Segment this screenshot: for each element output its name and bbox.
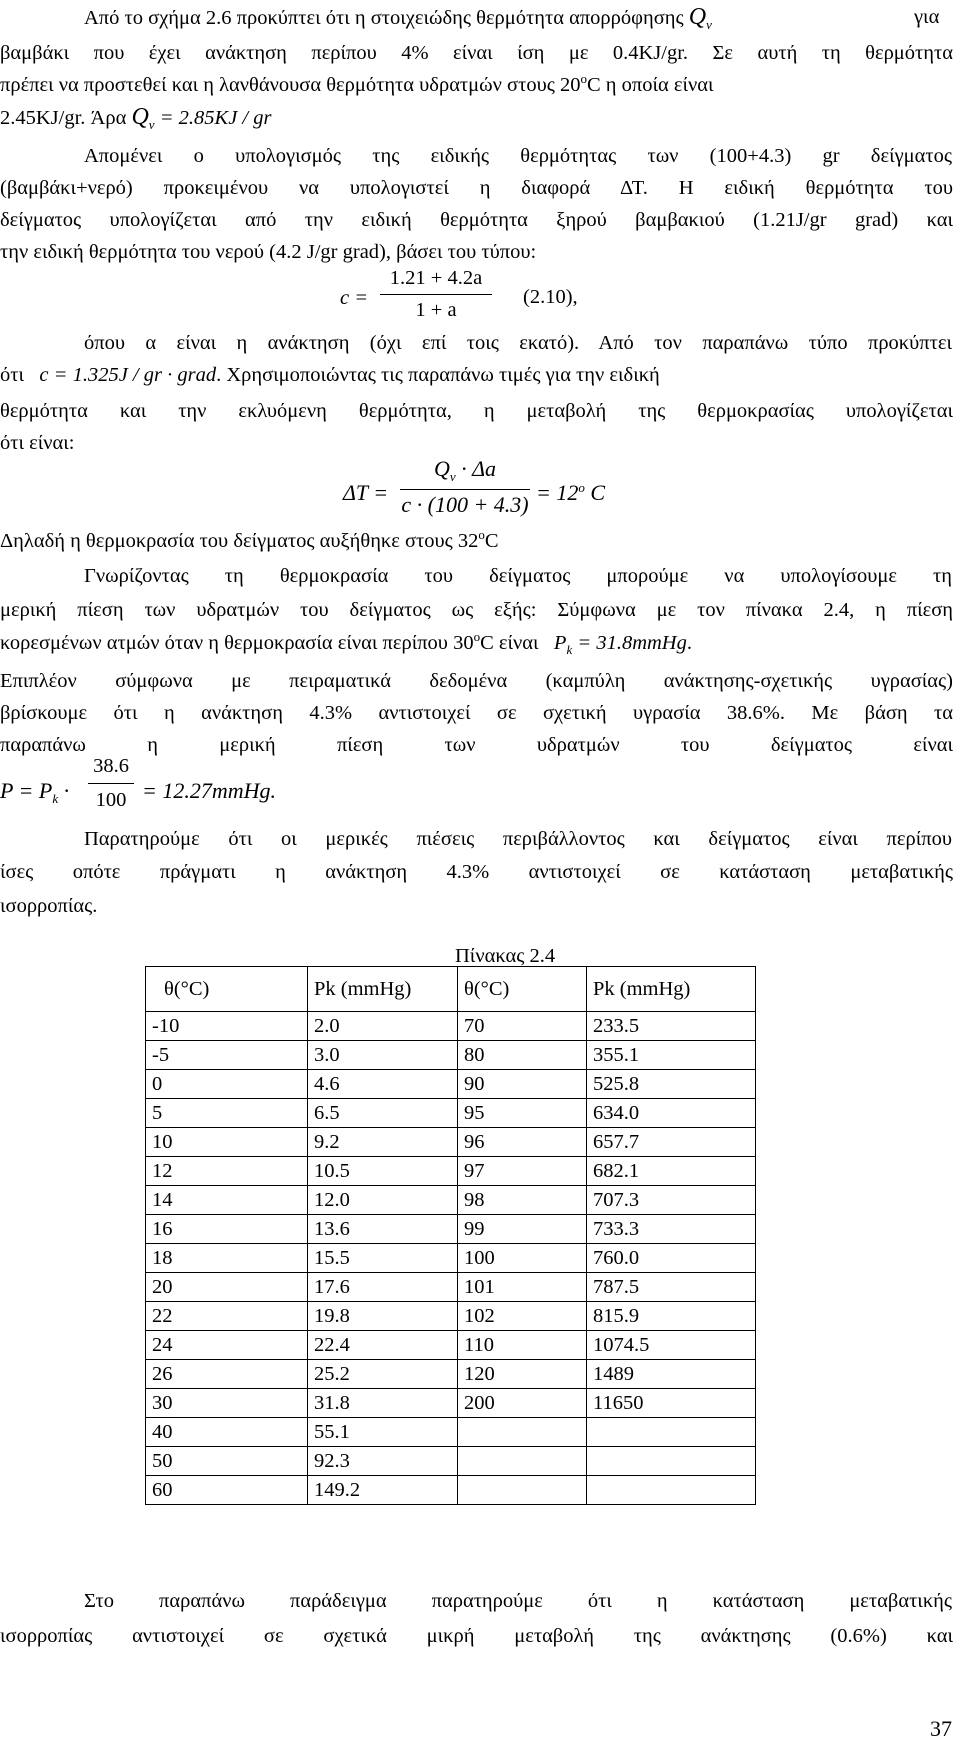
text-line: ότι c = 1.325J / gr · grad. Χρησιμοποιώντας τις παραπάνω τιμές για την ειδική (0, 364, 660, 386)
table-cell: 98 (458, 1186, 587, 1215)
table-row (146, 1244, 756, 1273)
table-row (146, 1215, 756, 1244)
table-cell: 12 (146, 1157, 308, 1186)
header-cell: Pk (mmHg) (308, 967, 458, 1012)
equation-denominator: c · (100 + 4.3) (401, 492, 529, 517)
table-row (146, 1476, 756, 1505)
equation-numerator: 1.21 + 4.2a (389, 267, 483, 289)
table-cell: 707.3 (587, 1186, 756, 1215)
table-row (146, 1099, 756, 1128)
table-row (146, 1389, 756, 1418)
table-cell: 96 (458, 1128, 587, 1157)
table-cell: 634.0 (587, 1099, 756, 1128)
text-line: Απομένει ο υπολογισμός της ειδικής θερμότητας των (100+4.3) gr δείγματος (84, 145, 952, 167)
table-cell: 70 (458, 1012, 587, 1041)
text-line: Παρατηρούμε ότι οι μερικές πιέσεις περιβάλλοντος και δείγματος είναι περίπου (84, 828, 952, 850)
equation-rhs: = 12.27mmHg. (142, 778, 277, 803)
table-cell: 19.8 (308, 1302, 458, 1331)
text-line: παραπάνω η μερική πίεση των υδρατμών του δείγματος είναι (0, 734, 953, 756)
table-cell: 682.1 (587, 1157, 756, 1186)
table-cell: 120 (458, 1360, 587, 1389)
table-cell: 733.3 (587, 1215, 756, 1244)
table-cell (458, 1447, 587, 1476)
table-row (146, 1447, 756, 1476)
text-line: 2.45KJ/gr. Άρα $Q_v = 2.85KJ$ / gr (0, 104, 272, 132)
equation-numerator: 38.6 (93, 755, 129, 777)
table-cell (458, 1418, 587, 1447)
text-line: μερική πίεση των υδρατμών του δείγματος ως εξής: Σύμφωνα με τον πίνακα 2.4, η πίεση (0, 599, 953, 621)
text-line: Επιπλέον σύμφωνα με πειραματικά δεδομένα (καμπύλη ανάκτησης-σχετικής υγρασίας) (0, 670, 953, 692)
table-cell: 99 (458, 1215, 587, 1244)
table-row (146, 1360, 756, 1389)
text-line: ισορροπίας. (0, 895, 98, 917)
table-cell: 95 (458, 1099, 587, 1128)
text-line: (βαμβάκι+νερό) προκειμένου να υπολογιστεί η διαφορά ΔΤ. Η ειδική θερμότητα του (0, 177, 953, 199)
equation-lhs: c = (340, 287, 369, 309)
equation-lhs: $P = P_k$ · (0, 778, 70, 806)
table-cell: 60 (146, 1476, 308, 1505)
table-cell (458, 1476, 587, 1505)
table-row (146, 1418, 756, 1447)
table-cell: 101 (458, 1273, 587, 1302)
table-cell: 14 (146, 1186, 308, 1215)
text-line: Από το σχήμα 2.6 προκύπτει ότι η στοιχειώδης θερμότητα απορρόφησης $Q_v$ (84, 4, 712, 32)
table-cell: 15.5 (308, 1244, 458, 1273)
pressure-table (145, 966, 756, 1505)
table-cell: 31.8 (308, 1389, 458, 1418)
equation-lhs: ΔT = (343, 480, 389, 505)
table-cell: 815.9 (587, 1302, 756, 1331)
table-header-row (146, 967, 756, 1012)
table-cell: 11650 (587, 1389, 756, 1418)
text-line: θερμότητα και την εκλυόμενη θερμότητα, η μεταβολή της θερμοκρασίας υπολογίζεται (0, 400, 953, 422)
text-line: ότι είναι: (0, 432, 75, 454)
table-cell: 22 (146, 1302, 308, 1331)
table-cell: 6.5 (308, 1099, 458, 1128)
text-line: κορεσμένων ατμών όταν η θερμοκρασία είναι περίπου 30$^o$C είναι $P_k$ = 31.8mmHg. (0, 629, 692, 657)
equation-denominator: 100 (95, 789, 127, 811)
table-cell: 200 (458, 1389, 587, 1418)
table-cell: 24 (146, 1331, 308, 1360)
table-cell: 16 (146, 1215, 308, 1244)
table-cell (587, 1418, 756, 1447)
equation-rhs: = $12^o$ C (536, 480, 606, 505)
table-cell: 233.5 (587, 1012, 756, 1041)
table-caption: Πίνακας 2.4 (455, 945, 556, 967)
table-cell: 355.1 (587, 1041, 756, 1070)
equation-denominator: 1 + a (415, 299, 457, 321)
table-cell: 525.8 (587, 1070, 756, 1099)
fraction-bar (88, 783, 134, 784)
table-cell: 10 (146, 1128, 308, 1157)
table-cell: 17.6 (308, 1273, 458, 1302)
table-cell: 100 (458, 1244, 587, 1273)
table-cell: 3.0 (308, 1041, 458, 1070)
text-line: βαμβάκι που έχει ανάκτηση περίπου 4% είναι ίση με 0.4KJ/gr. Σε αυτή τη θερμότητα (0, 42, 953, 64)
table-cell: 30 (146, 1389, 308, 1418)
table-row (146, 1012, 756, 1041)
table-row (146, 1302, 756, 1331)
table-cell: 149.2 (308, 1476, 458, 1505)
text-line: πρέπει να προστεθεί και η λανθάνουσα θερμότητα υδρατμών στους 20$^o$C η οποία είναι (0, 71, 714, 96)
table-row (146, 1041, 756, 1070)
fraction-bar (380, 294, 492, 295)
table-row (146, 1157, 756, 1186)
table-row (146, 1273, 756, 1302)
table-cell: 55.1 (308, 1418, 458, 1447)
equation-numerator: $Q_v \cdot \Delta a$ (433, 456, 497, 484)
fraction-bar (400, 489, 530, 490)
text-line: βρίσκουμε ότι η ανάκτηση 4.3% αντιστοιχεί σε σχετική υγρασία 38.6%. Με βάση τα (0, 702, 953, 724)
table-cell: 25.2 (308, 1360, 458, 1389)
table-row (146, 1331, 756, 1360)
table-cell: 50 (146, 1447, 308, 1476)
table-cell (587, 1476, 756, 1505)
header-cell: θ(°C) (458, 967, 587, 1012)
text-line: Στο παραπάνω παράδειγμα παρατηρούμε ότι η κατάσταση μεταβατικής (84, 1590, 952, 1612)
text-line: δείγματος υπολογίζεται από την ειδική θερμότητα ξηρού βαμβακιού (1.21J/gr grad) και (0, 209, 953, 231)
table-cell: 40 (146, 1418, 308, 1447)
page-number: 37 (930, 1716, 952, 1741)
table-cell: 0 (146, 1070, 308, 1099)
header-cell: Pk (mmHg) (587, 967, 756, 1012)
table-cell: 13.6 (308, 1215, 458, 1244)
table-cell: 2.0 (308, 1012, 458, 1041)
table-cell: 97 (458, 1157, 587, 1186)
equation-number: (2.10), (523, 286, 578, 308)
table-cell: -10 (146, 1012, 308, 1041)
text-line: όπου α είναι η ανάκτηση (όχι επί τοις εκατό). Από τον παραπάνω τύπο προκύπτει (84, 332, 952, 354)
table-cell: 657.7 (587, 1128, 756, 1157)
table-cell: 18 (146, 1244, 308, 1273)
text-line: για (914, 6, 940, 28)
table-cell (587, 1447, 756, 1476)
table-row (146, 1186, 756, 1215)
table-row (146, 1070, 756, 1099)
table-cell: 80 (458, 1041, 587, 1070)
table-cell: 92.3 (308, 1447, 458, 1476)
table-cell: 110 (458, 1331, 587, 1360)
table-cell: -5 (146, 1041, 308, 1070)
text-line: Γνωρίζοντας τη θερμοκρασία του δείγματος μπορούμε να υπολογίσουμε τη (84, 565, 952, 587)
table-cell: 1074.5 (587, 1331, 756, 1360)
text-line: ισορροπίας αντιστοιχεί σε σχετικά μικρή μεταβολή της ανάκτησης (0.6%) και (0, 1625, 953, 1647)
table-cell: 4.6 (308, 1070, 458, 1099)
table-cell: 22.4 (308, 1331, 458, 1360)
table-cell: 760.0 (587, 1244, 756, 1273)
text-line: ίσες οπότε πράγματι η ανάκτηση 4.3% αντιστοιχεί σε κατάσταση μεταβατικής (0, 861, 953, 883)
table-cell: 26 (146, 1360, 308, 1389)
table-cell: 9.2 (308, 1128, 458, 1157)
table-cell: 5 (146, 1099, 308, 1128)
table-cell: 10.5 (308, 1157, 458, 1186)
text-line: την ειδική θερμότητα του νερού (4.2 J/gr grad), βάσει του τύπου: (0, 241, 537, 263)
table-cell: 1489 (587, 1360, 756, 1389)
text-line: Δηλαδή η θερμοκρασία του δείγματος αυξήθηκε στους 32$^o$C (0, 527, 499, 552)
table-cell: 787.5 (587, 1273, 756, 1302)
header-cell: θ(°C) (146, 967, 308, 1012)
table-cell: 12.0 (308, 1186, 458, 1215)
table-cell: 20 (146, 1273, 308, 1302)
table-cell: 90 (458, 1070, 587, 1099)
table-cell: 102 (458, 1302, 587, 1331)
table-row (146, 1128, 756, 1157)
